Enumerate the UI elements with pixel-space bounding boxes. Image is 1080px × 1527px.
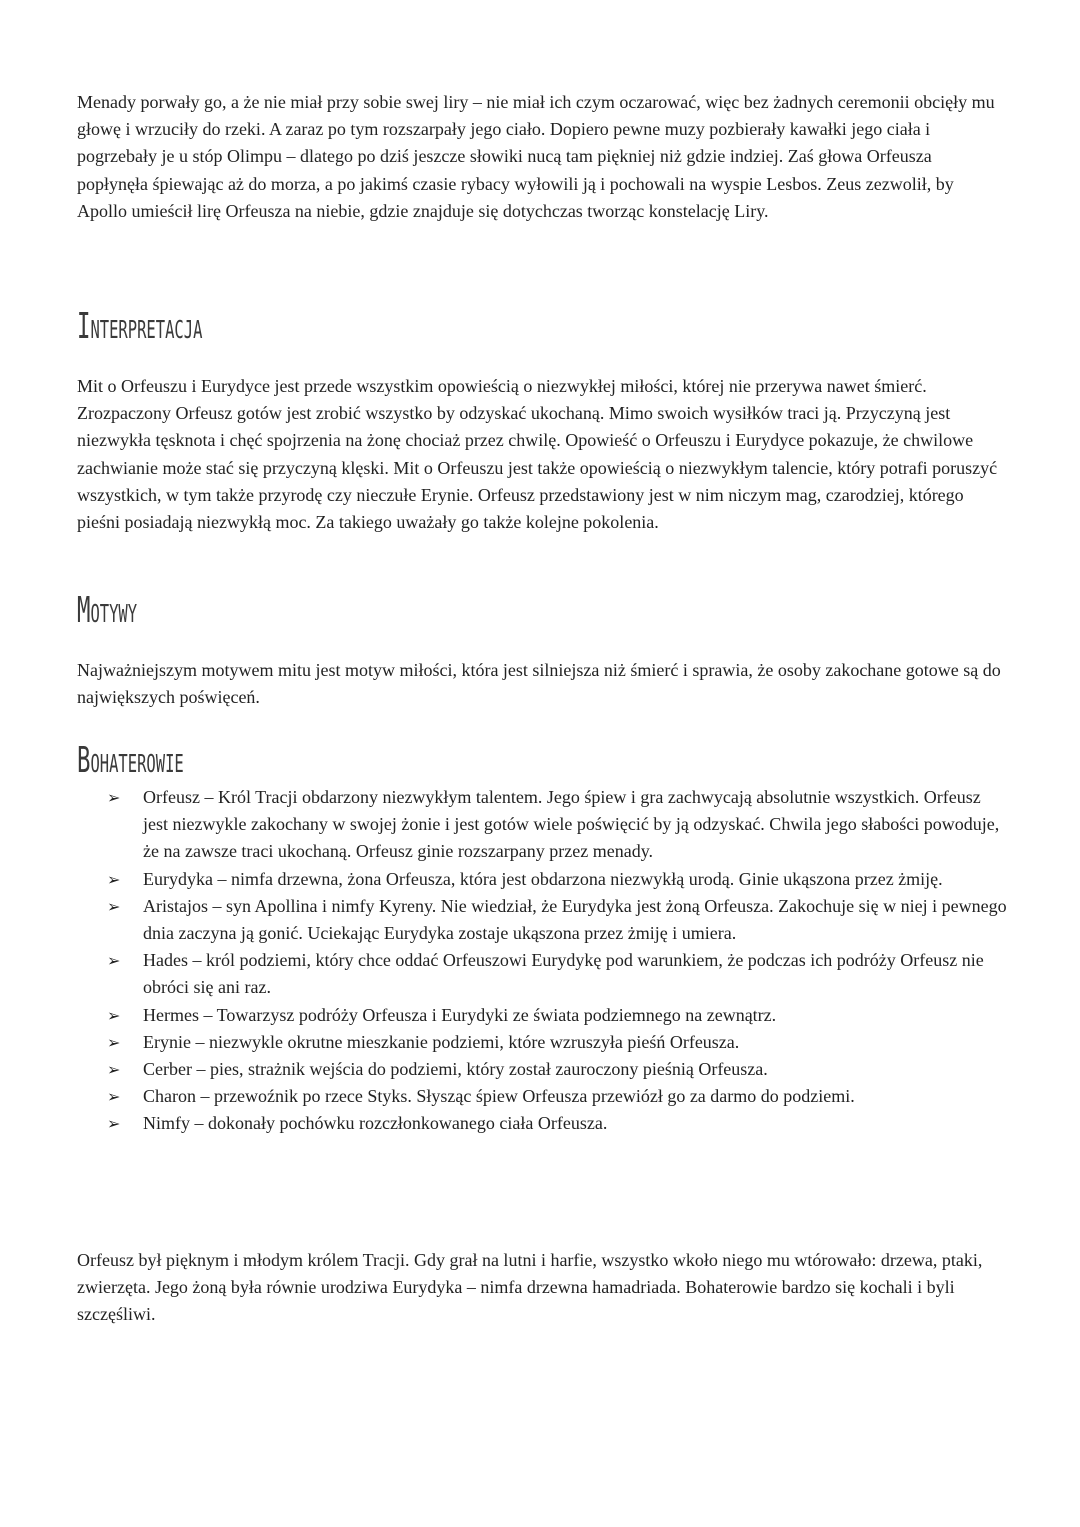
heading-bohaterowie: Bohaterowie bbox=[77, 740, 184, 781]
arrow-bullet-icon: ➢ bbox=[107, 1087, 121, 1107]
paragraph-intro: Menady porwały go, a że nie miał przy sobie swej liry – nie miał ich czym oczarować, więc bez żadnych ceremonii obcięły mu głowę i wrzuciły do rzeki. A zaraz po tym rozszarpały jego ciało. Dopiero pewne muzy pozbierały kawałki jego ciała i pogrzebały je u stóp Olimpu – dlatego po dziś jeszcze słowiki nucą tam piękniej niż gdzie indziej. Zaś głowa Orfeusza popłynęła śpiewając aż do morza, a po jakimś czasie rybacy wyłowili ją i pochowali na wyspie Lesbos. Zeus zezwolił, by Apollo umieścił lirę Orfeusza na niebie, gdzie znajduje się dotychczas tworząc konstelację Liry. bbox=[77, 92, 995, 221]
arrow-bullet-icon: ➢ bbox=[107, 788, 121, 807]
heading-interpretacja: Interpretacja bbox=[77, 306, 203, 347]
list-item bbox=[77, 866, 1007, 893]
list-item-text: Erynie – niezwykle okrutne mieszkanie podziemi, które wzruszyła pieśń Orfeusza. bbox=[143, 1031, 740, 1052]
arrow-bullet-icon: ➢ bbox=[107, 951, 121, 971]
list-item bbox=[77, 1056, 1007, 1083]
arrow-bullet-icon: ➢ bbox=[107, 1060, 121, 1080]
list-item bbox=[77, 1110, 1007, 1137]
list-item-text: Cerber – pies, strażnik wejścia do podziemi, który został zauroczony pieśnią Orfeusza. bbox=[143, 1059, 768, 1080]
characters-list bbox=[77, 784, 1007, 1138]
arrow-bullet-icon: ➢ bbox=[107, 1032, 121, 1052]
paragraph-closing: Orfeusz był pięknym i młodym królem Tracji. Gdy grał na lutni i harfie, wszystko wkoło niego mu wtórowało: drzewa, ptaki, zwierzęta. Jego żoną była równie urodziwa Eurydyka – nimfa drzewna hamadriada. Bohaterowie bardzo się kochali i byli szczęśliwi. bbox=[77, 1250, 983, 1325]
list-item-text: Charon – przewoźnik po rzece Styks. Słysząc śpiew Orfeusza przewiózł go za darmo do podziemi. bbox=[143, 1086, 855, 1107]
list-item-text: Hermes – Towarzysz podróży Orfeusza i Eurydyki ze świata podziemnego na zewnątrz. bbox=[143, 1004, 777, 1025]
paragraph-motywy: Najważniejszym motywem mitu jest motyw miłości, która jest silniejsza niż śmierć i sprawia, że osoby zakochane gotowe są do największych poświęceń. bbox=[77, 660, 1001, 708]
list-item bbox=[77, 1083, 1007, 1110]
arrow-bullet-icon: ➢ bbox=[107, 1114, 121, 1134]
list-item-text: Orfeusz – Król Tracji obdarzony niezwykłym talentem. Jego śpiew i gra zachwycają absolutnie wszystkich. Orfeusz jest niezwykle zakochany w swojej żonie i jest gotów wiele poświęcić by ją odzyskać. Chwila jego słabości powoduje, że na zawsze traci ukochaną. Orfeusz ginie rozszarpany przez menady. bbox=[143, 787, 1000, 862]
list-item-text: Aristajos – syn Apollina i nimfy Kyreny. Nie wiedział, że Eurydyka jest żoną Orfeusza. Zakochuje się w niej i pewnego dnia zaczyna ją gonić. Uciekając Eurydyka zostaje ukąszona przez żmiję i umiera. bbox=[143, 895, 1007, 944]
list-item-text: Nimfy – dokonały pochówku rozczłonkowanego ciała Orfeusza. bbox=[143, 1113, 608, 1134]
arrow-bullet-icon: ➢ bbox=[107, 896, 121, 916]
heading-motywy: Motywy bbox=[77, 590, 138, 631]
arrow-bullet-icon: ➢ bbox=[107, 1005, 121, 1025]
list-item bbox=[77, 893, 1007, 947]
list-item-text: Hades – król podziemi, który chce oddać Orfeuszowi Eurydykę pod warunkiem, że podczas ich podróży Orfeusz nie obróci się ani raz. bbox=[143, 950, 984, 998]
paragraph-interpretacja: Mit o Orfeuszu i Eurydyce jest przede wszystkim opowieścią o niezwykłej miłości, której nie przerywa nawet śmierć. Zrozpaczony Orfeusz gotów jest zrobić wszystko by odzyskać ukochaną. Mimo swoich wysiłków traci ją. Przyczyną jest niezwykła tęsknota i chęć spojrzenia na żonę chociaż przez chwilę. Opowieść o Orfeuszu i Eurydyce pokazuje, że chwilowe zachwianie może stać się przyczyną klęski. Mit o Orfeuszu jest także opowieścią o niezwykłym talencie, który potrafi poruszyć wszystkich, w tym także przyrodę czy nieczułe Erynie. Orfeusz przedstawiony jest w nim niczym mag, czarodziej, którego pieśni posiadają niezwykłą moc. Za takiego uważały go także kolejne pokolenia. bbox=[77, 376, 998, 533]
list-item bbox=[77, 784, 1007, 866]
arrow-bullet-icon: ➢ bbox=[107, 869, 121, 889]
list-item-text: Eurydyka – nimfa drzewna, żona Orfeusza, która jest obdarzona niezwykłą urodą. Ginie ukąszona przez żmiję. bbox=[143, 868, 943, 889]
list-item bbox=[77, 1029, 1007, 1056]
list-item bbox=[77, 947, 1007, 1001]
list-item bbox=[77, 1002, 1007, 1029]
